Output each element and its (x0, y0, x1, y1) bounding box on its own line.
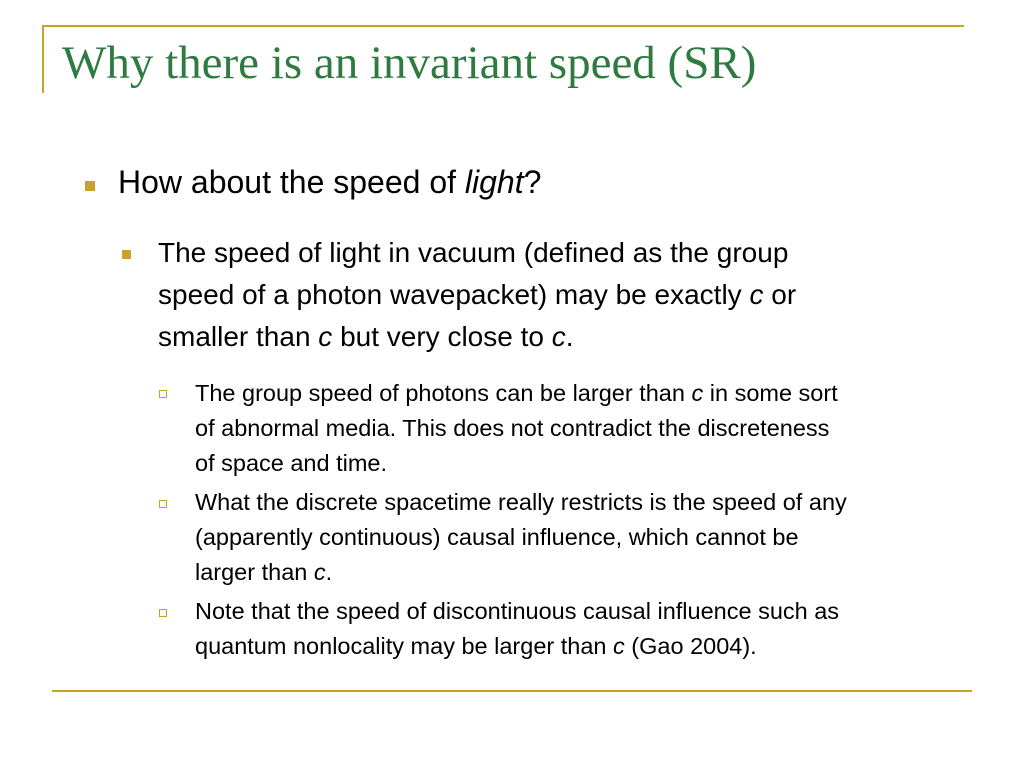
bottom-rule (52, 690, 972, 692)
frame-left-rule (42, 25, 44, 93)
filled-square-bullet-icon (85, 181, 95, 191)
subbullet-item (195, 485, 995, 590)
subbullet-line: Note that the speed of discontinuous causal influence such as (195, 598, 840, 624)
bullet-level1: How about the speed of light? (118, 164, 542, 200)
subbullet-line: What the discrete spacetime really restricts is the speed of any (195, 489, 847, 515)
subbullet-line: (apparently continuous) causal influence, which cannot be (195, 524, 799, 550)
subbullet-item (195, 376, 995, 481)
hollow-square-bullet-icon (159, 500, 167, 508)
filled-square-bullet-icon (122, 250, 131, 259)
hollow-square-bullet-icon (159, 609, 167, 617)
subbullet-line: of space and time. (195, 450, 388, 476)
subbullet-line: quantum nonlocality may be larger than c (Gao 2004). (195, 633, 757, 659)
subbullet-line: larger than c. (195, 559, 333, 585)
subbullet-line: The group speed of photons can be larger than c in some sort (195, 380, 838, 406)
bullet-level2 (158, 232, 978, 358)
bullet-level2-line: smaller than c but very close to c. (158, 321, 574, 352)
slide-title: Why there is an invariant speed (SR) (62, 37, 757, 89)
bullet-level2-line: speed of a photon wavepacket) may be exactly c or (158, 279, 797, 310)
frame-top-rule (42, 25, 964, 27)
hollow-square-bullet-icon (159, 390, 167, 398)
bullet-level2-line: The speed of light in vacuum (defined as the group (158, 237, 789, 268)
subbullet-line: of abnormal media. This does not contradict the discreteness (195, 415, 830, 441)
subbullet-item (195, 594, 995, 664)
